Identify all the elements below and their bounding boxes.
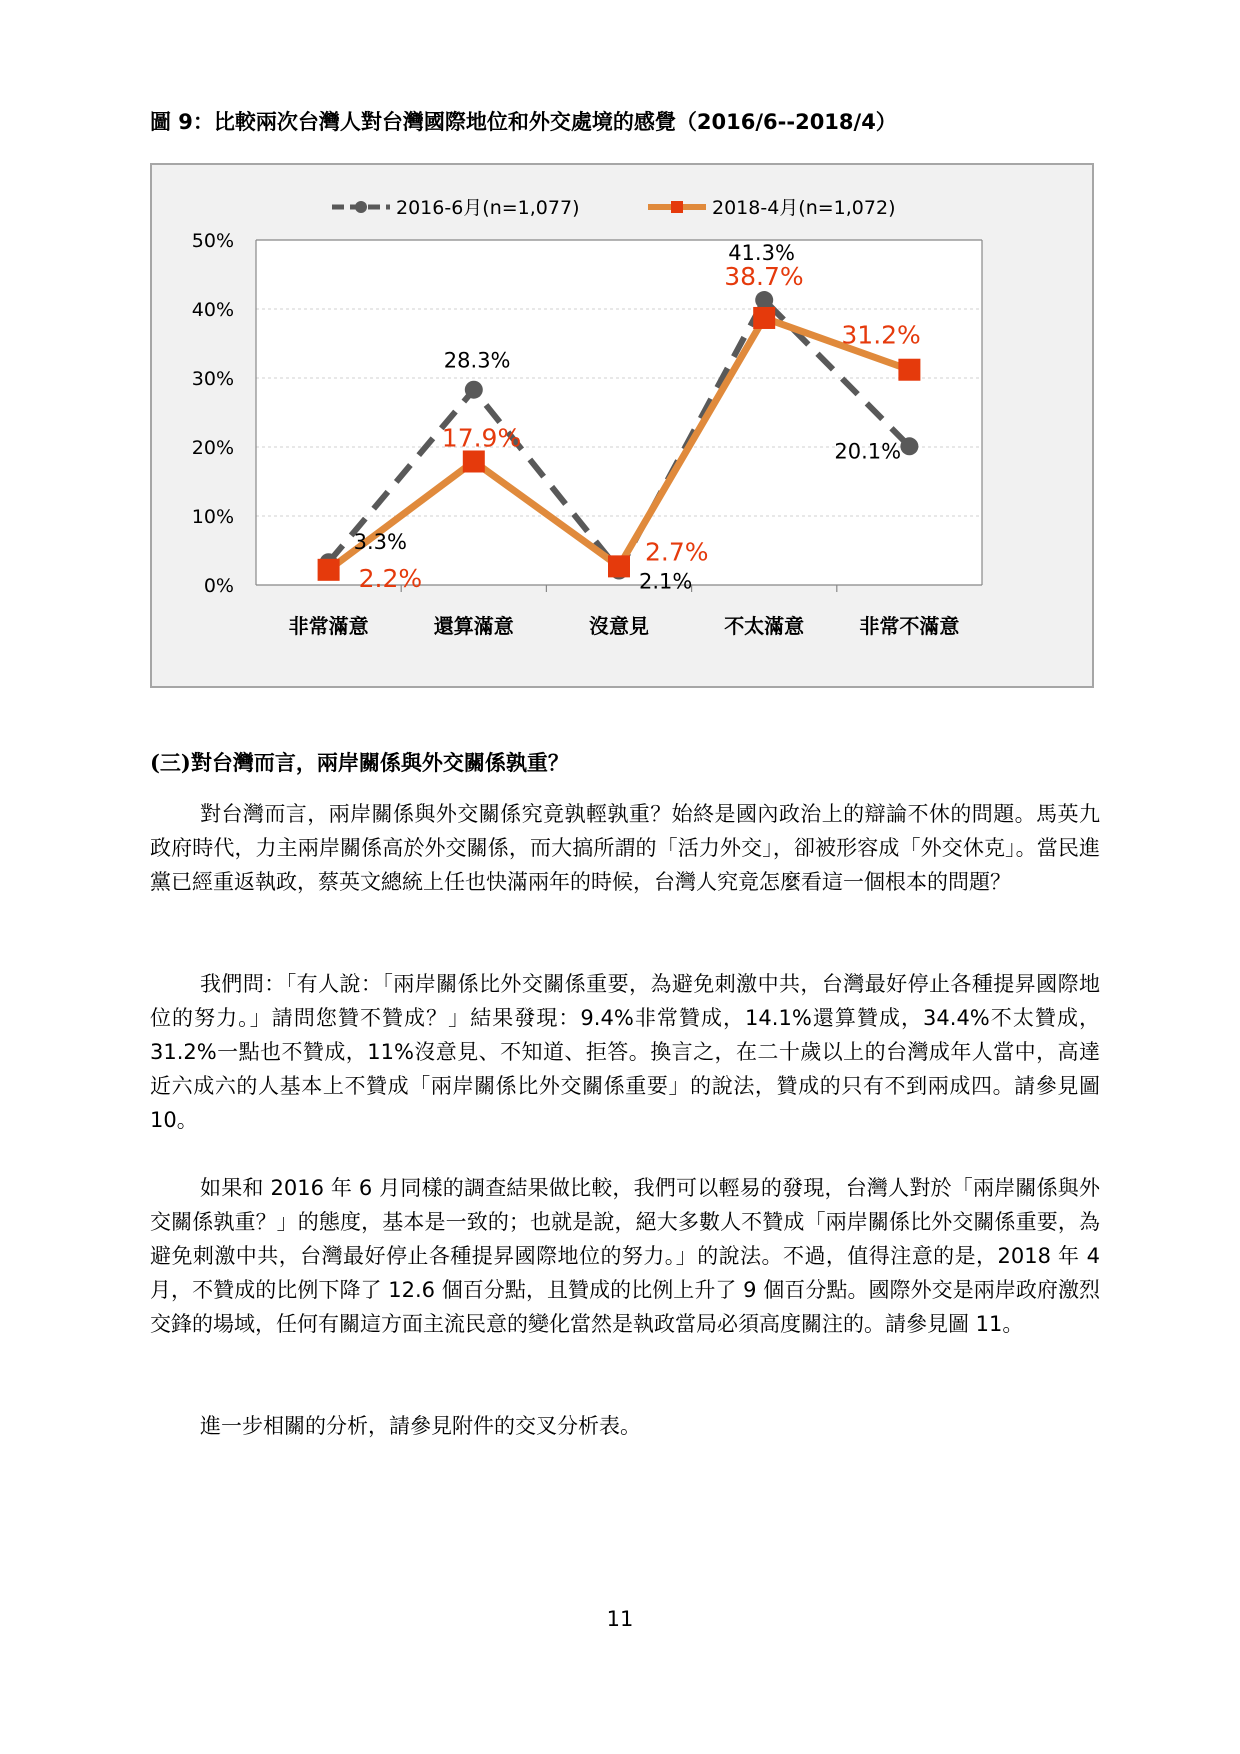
paragraph-3: 如果和 2016 年 6 月同樣的調查結果做比較，我們可以輕易的發現，台灣人對於「兩岸關係與外交關係孰重？」的態度，基本是一致的；也就是說，絕大多數人不贊成「兩岸關係比外交關係重要，為避免刺激中共，台灣最好停止各種提昇國際地位的努力。」的說法。不過，值得注意的是，2018 年 4 月，不贊成的比例下降了 12.6 個百分點，且贊成的比例上升了 9 個百分點。國際外交是兩岸政府激烈交鋒的場域，任何有關這方面主流民意的變化當然是執政當局必須高度關注的。請參見圖 11。 (150, 1176, 1100, 1336)
data-label-2018: 2.7% (645, 537, 709, 567)
series-2016-point (900, 437, 918, 455)
section-heading: (三)對台灣而言，兩岸關係與外交關係孰重？ (150, 750, 569, 775)
series-2018-point (318, 559, 340, 581)
data-label-2018: 31.2% (841, 320, 921, 350)
data-label-2016: 20.1% (834, 439, 902, 464)
paragraph-1: 對台灣而言，兩岸關係與外交關係究竟孰輕孰重？始終是國內政治上的辯論不休的問題。馬英九政府時代，力主兩岸關係高於外交關係，而大搞所謂的「活力外交」，卻被形容成「外交休克」。當民進黨已經重返執政，蔡英文總統上任也快滿兩年的時候，台灣人究竟怎麼看這一個根本的問題？ (150, 802, 1100, 894)
series-2018-point (608, 555, 630, 577)
figure-caption: 圖 9：比較兩次台灣人對台灣國際地位和外交處境的感覺（2016/6--2018/4） (150, 110, 897, 134)
line-chart (150, 163, 1094, 688)
data-label-2016: 28.3% (443, 348, 511, 373)
series-2018-point (753, 307, 775, 329)
page-number: 11 (606, 1607, 634, 1631)
legend-label-2016: 2016-6月(n=1,077) (396, 197, 580, 219)
series-2018-point (463, 450, 485, 472)
data-label-2016: 2.1% (639, 569, 693, 594)
data-label-2016: 41.3% (728, 241, 795, 266)
x-tick-label: 不太滿意 (724, 614, 805, 638)
y-tick-label: 10% (191, 506, 234, 528)
legend-marker-2018 (671, 201, 683, 213)
series-2016-point (755, 291, 773, 309)
x-tick-label: 還算滿意 (433, 614, 514, 638)
y-tick-label: 40% (191, 299, 234, 321)
data-label-2018: 38.7% (724, 261, 804, 291)
y-tick-label: 0% (203, 575, 234, 597)
x-tick-label: 非常滿意 (288, 614, 369, 638)
paragraph-4: 進一步相關的分析，請參見附件的交叉分析表。 (200, 1414, 641, 1438)
legend-label-2018: 2018-4月(n=1,072) (712, 197, 896, 219)
y-tick-label: 20% (191, 437, 234, 459)
data-label-2018: 17.9% (441, 423, 522, 453)
x-tick-label: 沒意見 (589, 614, 649, 638)
data-label-2016: 3.3% (353, 530, 407, 555)
paragraph-2: 我們問：「有人說：「兩岸關係比外交關係重要，為避免刺激中共，台灣最好停止各種提昇國際地位的努力。」請問您贊不贊成？」結果發現：9.4%非常贊成，14.1%還算贊成，34.4%不太贊成，31.2%一點也不贊成，11%沒意見、不知道、拒答。換言之，在二十歲以上的台灣成年人當中，高達近六成六的人基本上不贊成「兩岸關係比外交關係重要」的說法，贊成的只有不到兩成四。請參見圖 10。 (150, 972, 1100, 1132)
series-2018-point (898, 359, 920, 381)
legend-marker-2016 (355, 201, 367, 213)
y-tick-label: 50% (191, 230, 234, 252)
data-label-2018: 2.2% (358, 563, 423, 593)
series-2016-point (465, 381, 483, 399)
x-tick-label: 非常不滿意 (859, 614, 960, 638)
chart-canvas (152, 165, 1092, 686)
y-tick-label: 30% (191, 368, 234, 390)
